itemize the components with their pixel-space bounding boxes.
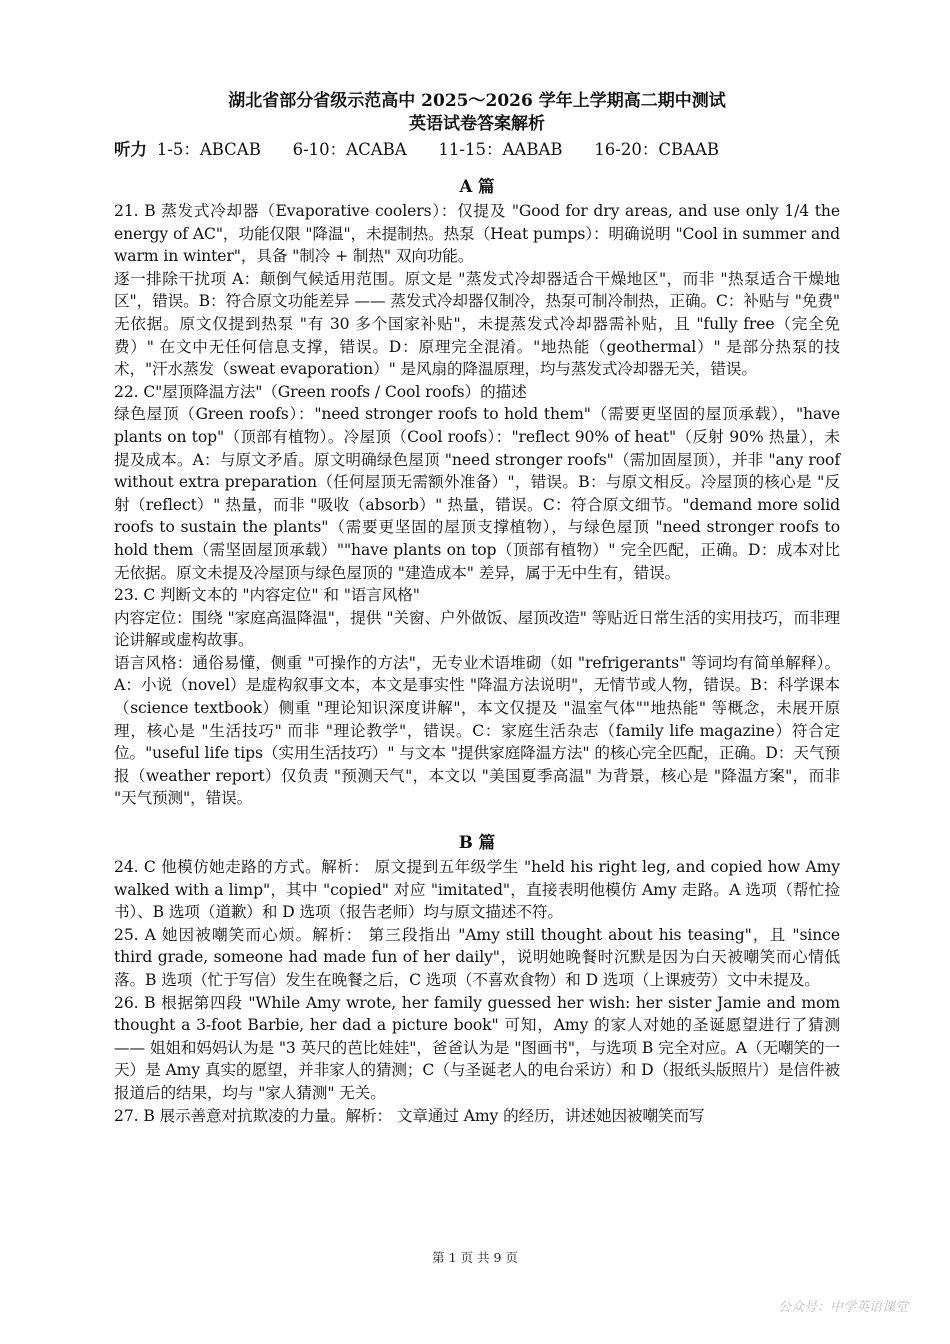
document-page [114, 90, 840, 1127]
document-subtitle: 英语试卷答案解析 [409, 114, 545, 134]
listening-group: 6-10：ACABA [292, 140, 407, 159]
watermark: 公众号：中学英语课堂 [777, 1300, 908, 1315]
section-a-heading: A 篇 [459, 177, 495, 196]
paragraph: 绿色屋顶（Green roofs）："need stronger roofs to hold them"（需要更坚固的屋顶承载），"have plants on top"（顶部有植物）。冷屋顶（Cool roofs）："reflect 90% of heat"（反射 90% 热量），未提及成本。A：与原文矛盾。原文明确绿色屋顶 "need stronger roofs"（需加固屋顶），并非 "any roof without extra preparation（任何屋顶无需额外准备）"，错误。B：与原文相反。冷屋顶的核心是 "反射（reflect）" 热量，而非 "吸收（absorb）" 热量，错误。C：符合原文细节。"demand more solid roofs to sustain the plants"（需要更坚固的屋顶支撑植物），与绿色屋顶 "need stronger roofs to hold them（需坚固屋顶承载）""have plants on top（顶部有植物）" 完全匹配，正确。D：成本对比无依据。原文未提及冷屋顶与绿色屋顶的 "建造成本" 差异，属于无中生有，错误。 [114, 405, 840, 582]
paragraph: 22. C"屋顶降温方法"（Green roofs / Cool roofs）的描述 [114, 382, 527, 401]
listening-group: 11-15：AABAB [438, 140, 563, 159]
listening-label: 听力 [114, 140, 147, 159]
paragraph: 语言风格：通俗易懂，侧重 "可操作的方法"，无专业术语堆砌（如 "refrigerants" 等词均有简单解释）。A：小说（novel）是虚构叙事文本，本文是事实性 "降温方法说明"，无情节或人物，错误。B：科学课本（science textbook）侧重 "理论知识深度讲解"，本文仅提及 "温室气体""地热能" 等概念，未展开原理，核心是 "生活技巧" 而非 "理论教学"，错误。C：家庭生活杂志（family life magazine）符合定位。"useful life tips（实用生活技巧）" 与文本 "提供家庭降温方法" 的核心完全匹配，正确。D：天气预报（weather report）仅负责 "预测天气"，本文以 "美国夏季高温" 为背景，核心是 "降温方案"，而非 "天气预测"，错误。 [114, 653, 840, 808]
paragraph: 27. B 展示善意对抗欺凌的力量。解析： 文章通过 Amy 的经历，讲述她因被嘲笑而写 [114, 1106, 705, 1125]
section-b-heading: B 篇 [458, 833, 496, 853]
paragraph: 内容定位：围绕 "家庭高温降温"，提供 "关窗、户外做饭、屋顶改造" 等贴近日常生活的实用技巧，而非理论讲解或虚构故事。 [114, 608, 840, 650]
listening-group: 16-20：CBAAB [594, 140, 720, 159]
paragraph: 逐一排除干扰项 A：颠倒气候适用范围。原文是 "蒸发式冷却器适合干燥地区"，而非 "热泵适合干燥地区"，错误。B：符合原文功能差异 —— 蒸发式冷却器仅制冷，热泵可制冷制热，正确。C：补贴与 "免费" 无依据。原文仅提到热泵 "有 30 多个国家补贴"，未提蒸发式冷却器需补贴，且 "fully free（完全免费）" 在文中无任何信息支撑，错误。D：原理完全混淆。"地热能（geothermal）" 是部分热泵的技术，"汗水蒸发（sweat evaporation）" 是风扇的降温原理，均与蒸发式冷却器无关，错误。 [114, 269, 840, 379]
listening-group: 1-5：ABCAB [156, 140, 261, 159]
paragraph: 25. A 她因被嘲笑而心烦。解析： 第三段指出 "Amy still thought about his teasing"，且 "since third grade, someone had made fun of her daily"，说明她晚餐时沉默是因为白天被嘲笑而心情低落。B 选项（忙于写信）发生在晚餐之后，C 选项（不喜欢食物）和 D 选项（上课疲劳）文中未提及。 [114, 925, 840, 989]
paragraph: 26. B 根据第四段 "While Amy wrote, her family guessed her wish: her sister Jamie and mom thought a 3-foot Barbie, her dad a picture book" 可知，Amy 的家人对她的圣诞愿望进行了猜测 —— 姐姐和妈妈认为是 "3 英尺的芭比娃娃"，爸爸认为是 "图画书"，与选项 B 完全对应。A（无嘲笑的一天）是 Amy 真实的愿望，并非家人的猜测；C（与圣诞老人的电台采访）和 D（报纸头版照片）是信件被报道后的结果，均与 "家人猜测" 无关。 [114, 993, 840, 1102]
paragraph: 24. C 他模仿她走路的方式。解析： 原文提到五年级学生 "held his right leg, and copied how Amy walked with a limp"，其中 "copied" 对应 "imitated"，直接表明他模仿 Amy 走路。A 选项（帮忙捡书）、B 选项（道歉）和 D 选项（报告老师）均与原文描述不符。 [114, 858, 840, 922]
listening-answers [114, 138, 840, 162]
page-number: 第 1 页 共 9 页 [432, 1250, 518, 1265]
document-title: 湖北省部分省级示范高中 2025～2026 学年上学期高二期中测试 [228, 91, 726, 111]
paragraph: 21. B 蒸发式冷却器（Evaporative coolers）：仅提及 "Good for dry areas, and use only 1/4 the energy of AC"，功能仅限 "降温"，未提制热。热泵（Heat pumps）：明确说明 "Cool in summer and warm in winter"，具备 "制冷 + 制热" 双向功能。 [114, 202, 840, 266]
paragraph: 23. C 判断文本的 "内容定位" 和 "语言风格" [114, 586, 420, 605]
